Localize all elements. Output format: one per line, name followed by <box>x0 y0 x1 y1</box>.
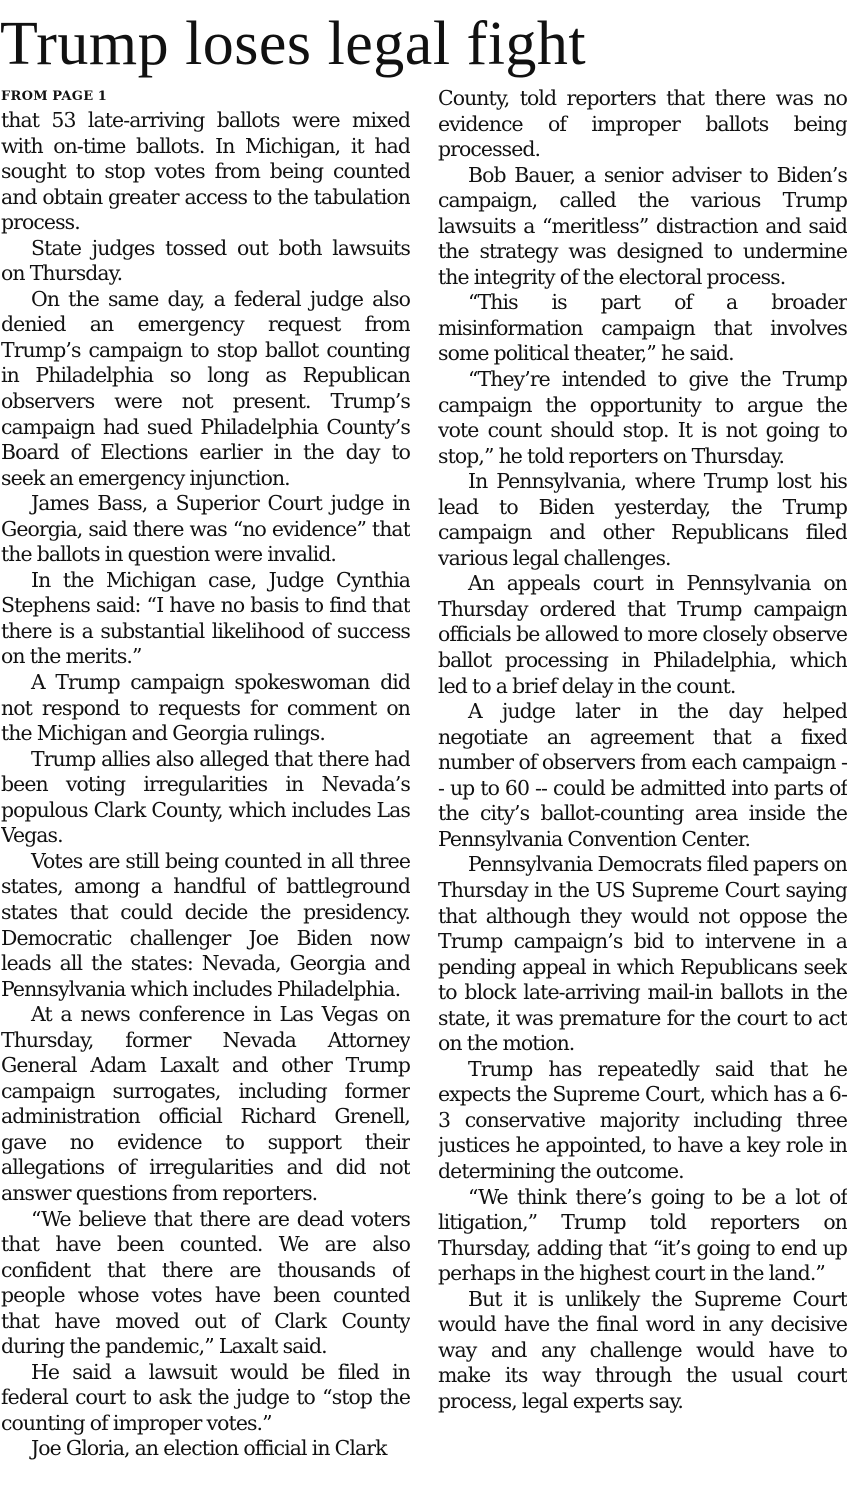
paragraph: County, told reporters that there was no evidence of improper ballots being processed. <box>438 86 847 162</box>
paragraph: “We believe that there are dead voters that have been counted. We are also confident that there are thousands of people whose votes have been counted that have moved out of Clark County during the pandemic,” Laxalt said. <box>1 1206 410 1359</box>
paragraph: An appeals court in Pennsylvania on Thursday ordered that Trump campaign officials be allowed to more closely observe ballot processing in Philadelphia, which led to a brief delay in the count. <box>438 571 847 698</box>
article-column-right <box>438 86 847 1491</box>
paragraph: Trump allies also alleged that there had been voting irregularities in Nevada’s populous Clark County, which includes Las Vegas. <box>1 746 410 848</box>
paragraph: James Bass, a Superior Court judge in Georgia, said there was “no evidence” that the ballots in question were invalid. <box>1 491 410 567</box>
paragraph: Joe Gloria, an election official in Clark <box>31 1436 387 1461</box>
paragraph: Trump has repeatedly said that he expects the Supreme Court, which has a 6-3 conservative majority including three justices he appointed, to have a key role in determining the outcome. <box>438 1056 847 1183</box>
paragraph: He said a lawsuit would be filed in federal court to ask the judge to “stop the counting of improper votes.” <box>1 1359 410 1435</box>
paragraph: Bob Bauer, a senior adviser to Biden’s campaign, called the various Trump lawsuits a “meritless” distraction and said the strategy was designed to undermine the integrity of the electoral process. <box>438 162 847 289</box>
paragraph: State judges tossed out both lawsuits on Thursday. <box>1 235 410 286</box>
paragraph: that 53 late-arriving ballots were mixed with on-time ballots. In Michigan, it had sought to stop votes from being counted and obtain greater access to the tabulation process. <box>1 108 410 235</box>
article-column-left <box>1 86 410 1491</box>
paragraph: A judge later in the day helped negotiate an agreement that a fixed number of observers from each campaign -- up to 60 -- could be admitted into parts of the city’s ballot-counting area inside the Pennsylvania Convention Center. <box>438 699 847 851</box>
paragraph: In the Michigan case, Judge Cynthia Stephens said: “I have no basis to find that there is a substantial likelihood of success on the merits.” <box>1 567 410 669</box>
paragraph: “They’re intended to give the Trump campaign the opportunity to argue the vote count should stop. It is not going to stop,” he told reporters on Thursday. <box>438 367 847 468</box>
jump-line: FROM PAGE 1 <box>1 89 108 104</box>
paragraph: Votes are still being counted in all three states, among a handful of battleground states that could decide the presidency. Democratic challenger Joe Biden now leads all the states: Nevada, Georgia and Pennsylvania which includes Philadelphia. <box>1 848 410 1001</box>
paragraph: But it is unlikely the Supreme Court would have the final word in any decisive way and any challenge would have to make its way through the usual court process, legal experts say. <box>438 1286 847 1413</box>
paragraph: Pennsylvania Democrats filed papers on Thursday in the US Supreme Court saying that although they would not oppose the Trump campaign’s bid to intervene in a pending appeal in which Republicans seek to block late-arriving mail-in ballots in the state, it was premature for the court to act on the motion. <box>438 852 847 1056</box>
paragraph: On the same day, a federal judge also denied an emergency request from Trump’s campaign to stop ballot counting in Philadelphia so long as Republican observers were not present. Trump’s campaign had sued Philadelphia County’s Board of Elections earlier in the day to seek an emergency injunction. <box>1 286 410 490</box>
paragraph: In Pennsylvania, where Trump lost his lead to Biden yesterday, the Trump campaign and other Republicans filed various legal challenges. <box>438 469 847 570</box>
paragraph: “We think there’s going to be a lot of litigation,” Trump told reporters on Thursday, adding that “it’s going to end up perhaps in the highest court in the land.” <box>438 1184 847 1286</box>
paragraph: “This is part of a broader misinformation campaign that involves some political theater,” he said. <box>438 290 847 366</box>
paragraph: A Trump campaign spokeswoman did not respond to requests for comment on the Michigan and Georgia rulings. <box>1 670 410 746</box>
paragraph: At a news conference in Las Vegas on Thursday, former Nevada Attorney General Adam Laxalt and other Trump campaign surrogates, including former administration official Richard Grenell, gave no evidence to support their allegations of irregularities and did not answer questions from reporters. <box>1 1002 410 1205</box>
headline: Trump loses legal fight <box>0 10 587 78</box>
